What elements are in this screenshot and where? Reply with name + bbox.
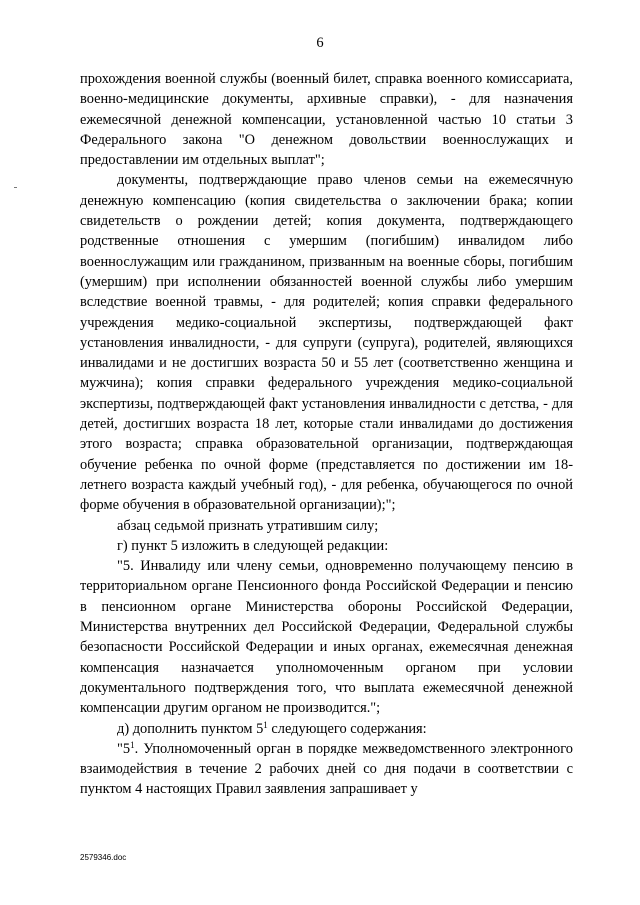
paragraph-point-5-intro: г) пункт 5 изложить в следующей редакции: [117,537,389,554]
paragraph-family-documents: документы, подтверждающие право членов семьи на ежемесячную денежную компенсацию (копия свидетельства о заключении брака; копии свидетельств о рождении детей; копия документа, подтверждающего родственные отношения с умершим (погибшим) инвалидом либо военнослужащим или гражданином, призванным на военные сборы, погибшим (умершим) при исполнении обязанностей военной службы либо умершим вследствие военной травмы, - для родителей; копия справки федерального учреждения медико-социальной экспертизы, подтверждающей факт установления инвалидности, - для супруги (супруга), родителей, являющихся инвалидами и не достигших возраста 50 и 55 лет (соответственно женщина и мужчина); копия справки федерального учреждения медико-социальной экспертизы, подтверждающей факт установления инвалидности с детства, - для детей, достигших возраста 18 лет, которые стали инвалидами до достижения этого возраста; справка образовательной организации, подтверждающая обучение ребенка по очной форме (представляется по достижении им 18-летнего возраста каждый учебный год), - для ребенка, обучающегося по очной форме обучения в образовательной организации);"; [80,172,573,514]
page-number: 6 [316,35,324,51]
paragraph-text-part: следующего содержания: [267,720,427,737]
paragraph-text-part: "5 [117,740,131,757]
paragraph-point-5-text: "5. Инвалиду или члену семьи, одновременно получающему пенсию в территориальном органе Пенсионного фонда Российской Федерации и пенсию в пенсионном органе Министерства обороны Российской Федерации, Министерства внутренних дел Российской Федерации, Федеральной службы безопасности Российской Федерации и иных органах, ежемесячная денежная компенсация назначается уполномоченным органом при условии документального подтверждения того, что выплата ежемесячной денежной компенсации другим органом не производится."; [80,558,573,717]
superscript: 1 [130,739,135,750]
paragraph-military-service-docs: прохождения военной службы (военный билет, справка военного комиссариата, военно-медицинские документы, архивные справки), - для назначения ежемесячной денежной компенсации, установленной частью 10 статьи 3 Федерального закона "О денежном довольствии военнослужащих и предоставлении им отдельных выплат"; [80,71,573,169]
paragraph-text-part: . Уполномоченный орган в порядке межведомственного электронного взаимодействия в течение 2 рабочих дней со дня подачи в соответствии с пунктом 4 настоящих Правил заявления запрашивает у [80,740,573,798]
paragraph-add-point-5-1 [80,719,573,739]
paragraph-point-5-1-text [80,739,573,800]
paragraph-abolish-seventh: абзац седьмой признать утратившим силу; [117,517,379,534]
margin-mark [14,187,17,188]
document-body [80,69,573,800]
file-name-footer: 2579346.doc [80,853,127,862]
superscript: 1 [263,719,268,730]
paragraph-text-part: д) дополнить пунктом 5 [117,720,264,737]
